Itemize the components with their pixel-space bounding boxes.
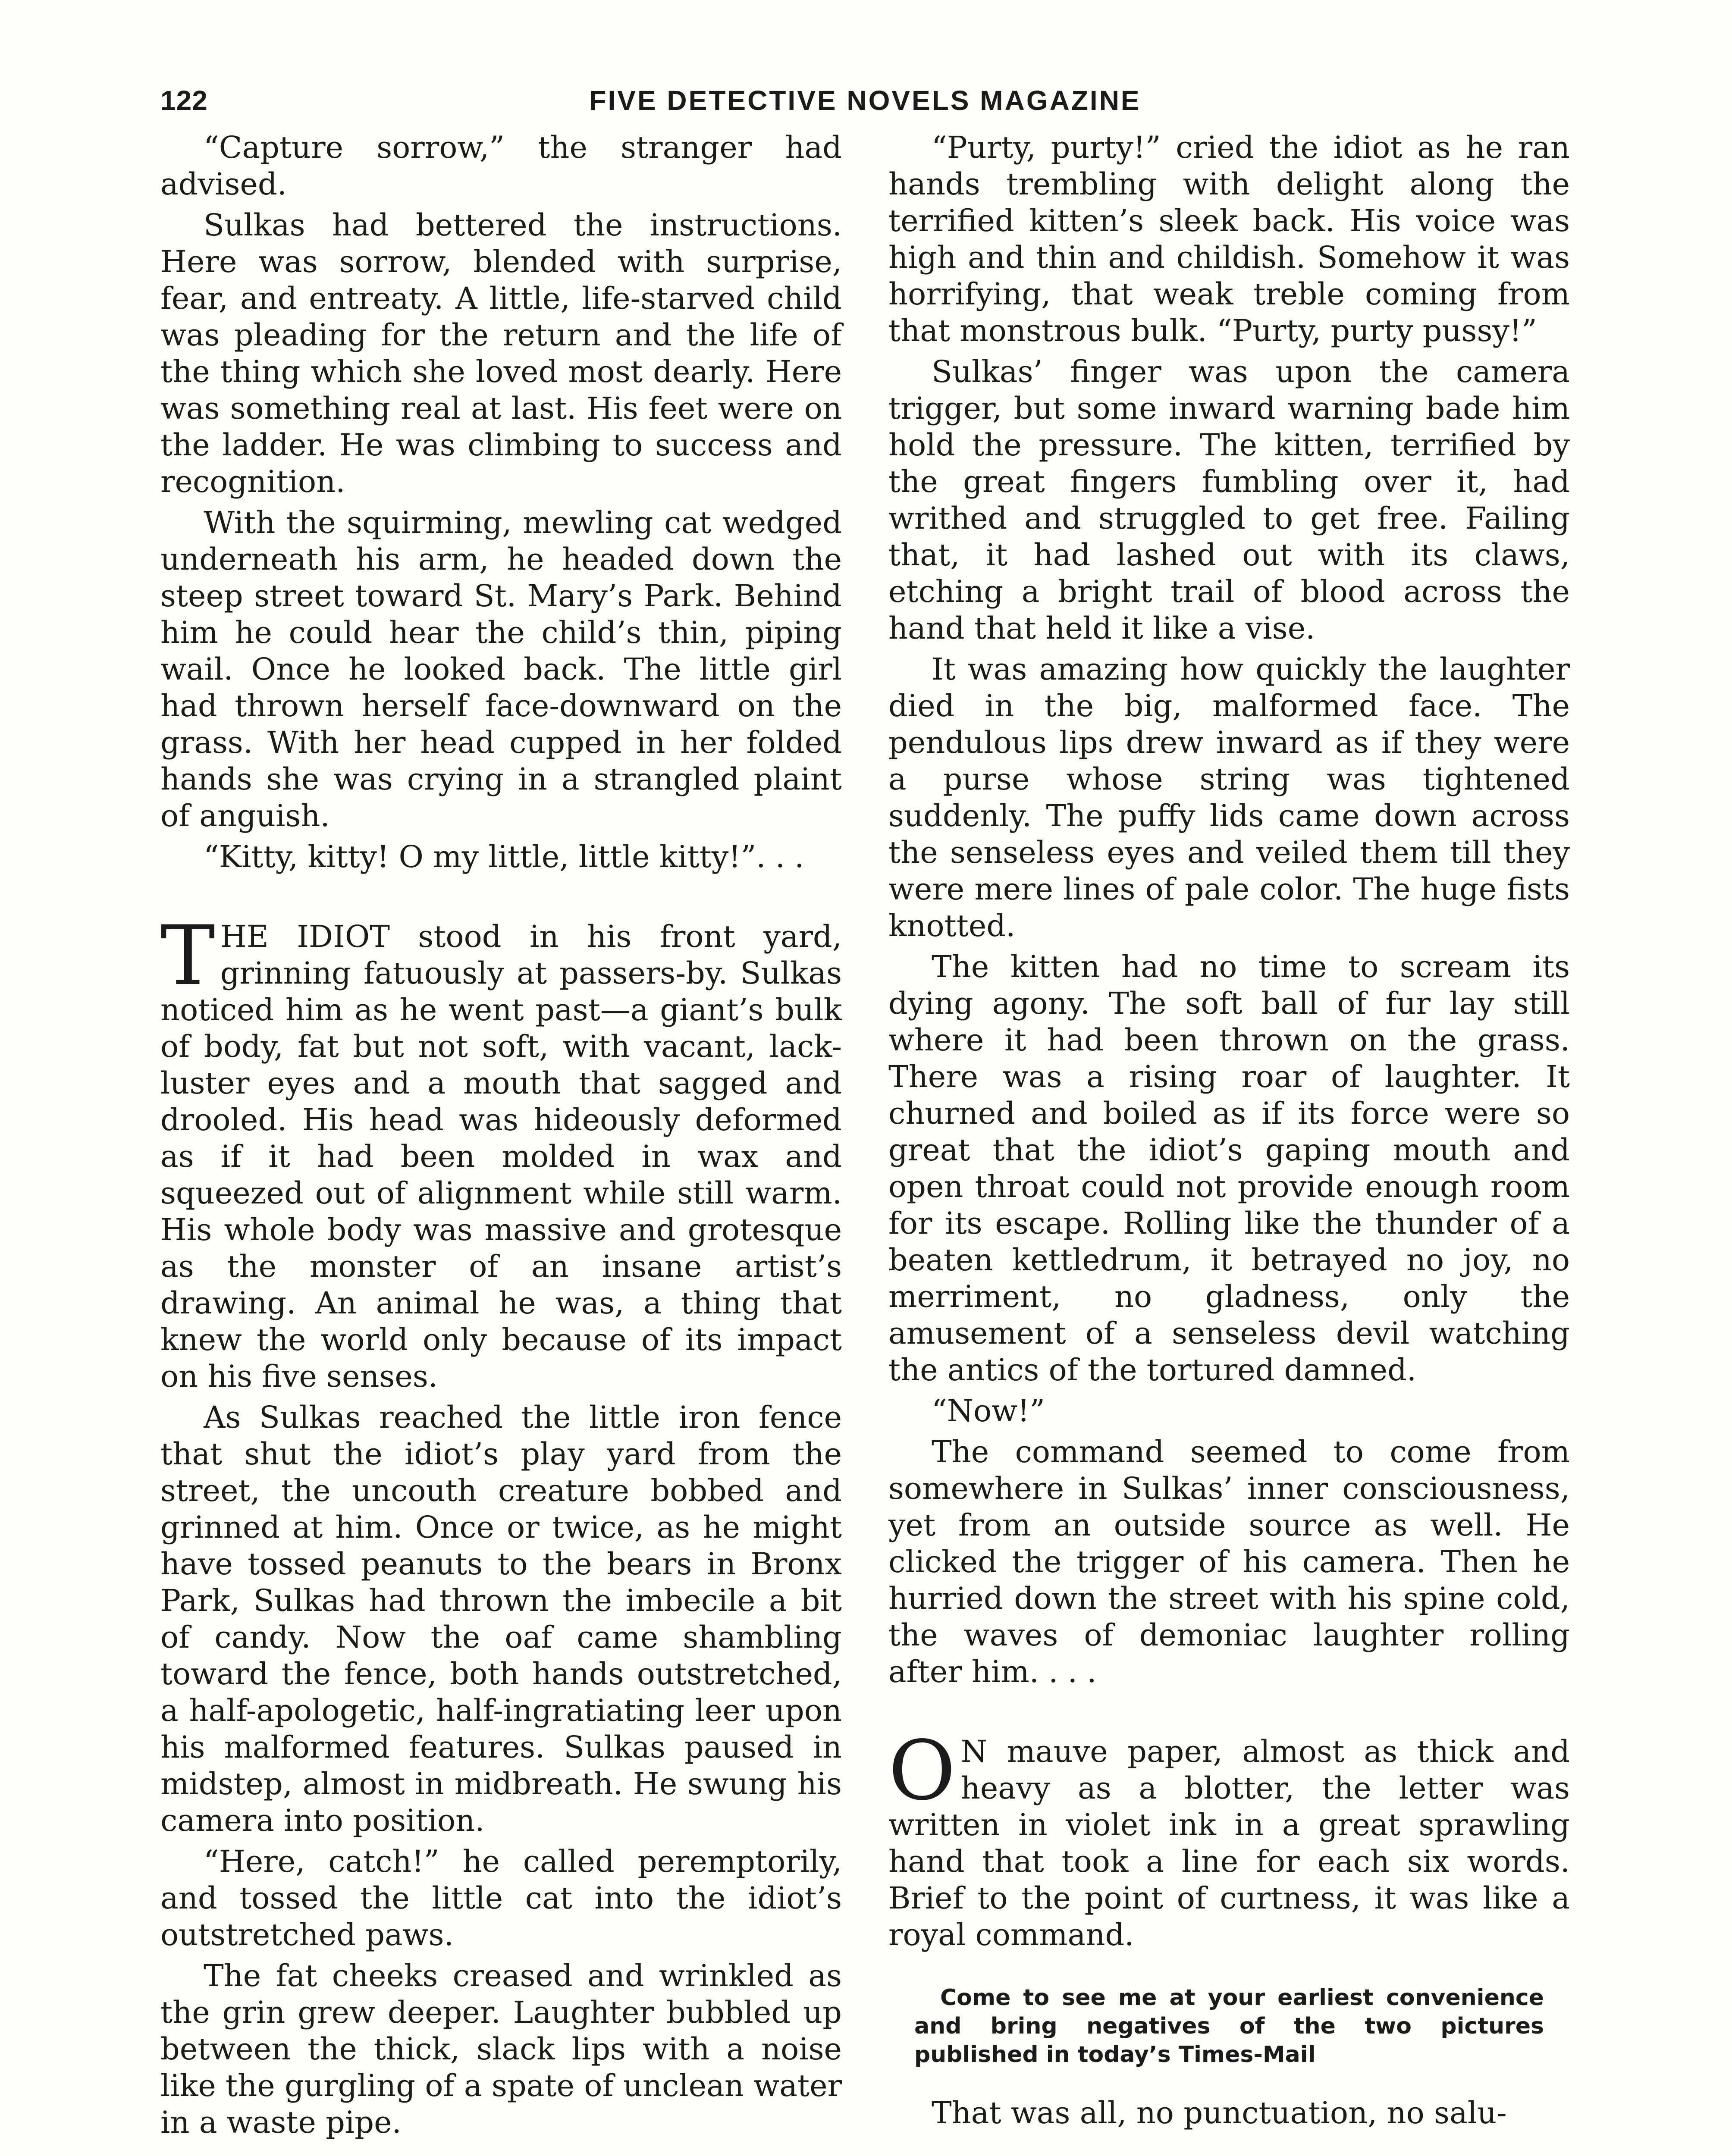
paragraph: “Purty, purty!” cried the idiot as he ran hands trembling with delight along the terrified kitten’s sleek back. His voice was high and thin and childish. Somehow it was horrifying, that weak treble coming from that monstrous bulk. “Purty, purty pussy!” [888, 130, 1570, 348]
paragraph: “Now!” [932, 1393, 1045, 1429]
page-header [160, 85, 1570, 123]
drop-cap: O [888, 1723, 956, 1818]
paragraph-with-dropcap [888, 1723, 1570, 1953]
running-head: FIVE DETECTIVE NOVELS MAGAZINE [589, 85, 1141, 116]
section-break [888, 1695, 1570, 1733]
paragraph: With the squirming, mewling cat wedged underneath his arm, he headed down the steep street toward St. Mary’s Park. Behind him he could hear the child’s thin, piping wail. Once he looked back. The little girl had thrown herself face-downward on the grass. With her head cupped in her folded hands she was crying in a strangled plaint of anguish. [160, 505, 842, 834]
paragraph-text: HE IDIOT stood in his front yard, grinning fatuously at passers-by. Sulkas noticed him as he went past—a giant’s bulk of body, fat but not soft, with vacant, lack-luster eyes and a mouth that sagged and drooled. His head was hideously deformed as if it had been molded in wax and squeezed out of alignment while still warm. His whole body was massive and grotesque as the monster of an insane artist’s drawing. An animal he was, a thing that knew the world only because of its impact on his five senses. [160, 919, 842, 1394]
paragraph-with-dropcap [160, 908, 842, 1395]
drop-cap: T [160, 908, 215, 1003]
paragraph: Sulkas had bettered the instructions. Here was sorrow, blended with surprise, fear, and entreaty. A little, life-starved child was pleading for the return and the life of the thing which she loved most dearly. Here was something real at last. His feet were on the ladder. He was climbing to success and recognition. [160, 207, 842, 499]
paragraph: As Sulkas reached the little iron fence that shut the idiot’s play yard from the street, the uncouth creature bobbed and grinned at him. Once or twice, as he might have tossed peanuts to the bears in Bronx Park, Sulkas had thrown the imbecile a bit of candy. Now the oaf came shambling toward the fence, both hands outstretched, a half-apologetic, half-ingratiating leer upon his malformed features. Sulkas paused in midstep, almost in midbreath. He swung his camera into position. [160, 1400, 842, 1838]
paragraph: Sulkas’ finger was upon the camera trigger, but some inward warning bade him hold the pressure. The kitten, terrified by the great fingers fumbling over it, had writhed and struggled to get free. Failing that, it had lashed out with its claws, etching a bright trail of blood across the hand that held it like a vise. [888, 354, 1570, 646]
letter-quote: Come to see me at your earliest convenience and bring negatives of the two pictures published in today’s Times-Mail [914, 1985, 1544, 2068]
paragraph: The kitten had no time to scream its dying agony. The soft ball of fur lay still where it had been thrown on the grass. There was a rising roar of laughter. It churned and boiled as if its force were so great that the idiot’s gaping mouth and open throat could not provide enough room for its escape. Rolling like the thunder of a beaten kettledrum, it betrayed no joy, no merriment, no gladness, only the amusement of a senseless devil watching the antics of the tortured damned. [888, 949, 1570, 1388]
paragraph-text: N mauve paper, almost as thick and heavy as a blotter, the letter was written in violet ink in a great sprawling hand that took a line for each six words. Brief to the point of curtness, it was like a royal command. [888, 1734, 1570, 1952]
paragraph: “Capture sorrow,” the stranger had advised. [160, 130, 842, 202]
left-column [160, 129, 842, 2145]
right-column [888, 129, 1570, 2136]
paragraph: “Kitty, kitty! O my little, little kitty!”. . . [204, 839, 804, 874]
paragraph: That was all, no punctuation, no salu- [932, 2095, 1507, 2131]
section-break [160, 880, 842, 918]
paragraph: The command seemed to come from somewhere in Sulkas’ inner consciousness, yet from an outside source as well. He clicked the trigger of his camera. Then he hurried down the street with his spine cold, the waves of demoniac laughter rolling after him. . . . [888, 1434, 1570, 1689]
paragraph: The fat cheeks creased and wrinkled as the grin grew deeper. Laughter bubbled up between the thick, slack lips with a noise like the gurgling of a spate of unclean water in a waste pipe. [160, 1958, 842, 2140]
page-number: 122 [160, 85, 208, 116]
paragraph: “Here, catch!” he called peremptorily, and tossed the little cat into the idiot’s outstretched paws. [160, 1844, 842, 1952]
paragraph: It was amazing how quickly the laughter died in the big, malformed face. The pendulous lips drew inward as if they were a purse whose string was tightened suddenly. The puffy lids came down across the senseless eyes and veiled them till they were mere lines of pale color. The huge fists knotted. [888, 652, 1570, 943]
